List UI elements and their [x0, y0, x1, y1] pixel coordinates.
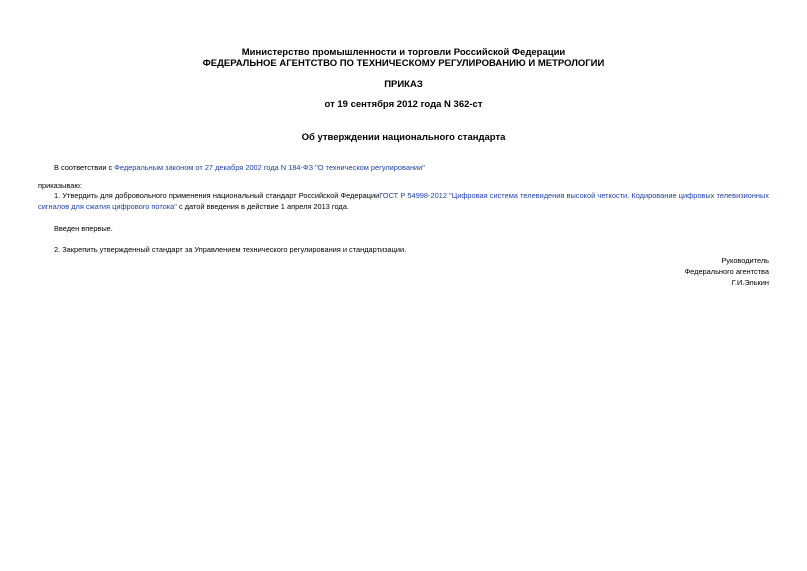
- introduced-note: Введен впервые.: [54, 224, 113, 233]
- signature-name: Г.И.Элькин: [731, 278, 769, 287]
- doc-subject: Об утверждении национального стандарта: [301, 132, 506, 143]
- item-1-prefix: 1. Утвердить для добровольного применения национальный стандарт Российской Федерации: [54, 191, 380, 200]
- signature-agency: Федерального агентства: [684, 267, 769, 276]
- agency-title: ФЕДЕРАЛЬНОЕ АГЕНТСТВО ПО ТЕХНИЧЕСКОМУ РЕГУЛИРОВАНИЮ И МЕТРОЛОГИИ: [202, 58, 605, 69]
- order-word: приказываю:: [38, 181, 82, 190]
- item-1-suffix: с датой введения в действие 1 апреля 2013 года.: [176, 201, 349, 211]
- gost-standard-link[interactable]: ГОСТ Р 54998-2012 "Цифровая система телевидения высокой четкости. Кодирование цифровых телевизионных сигналов для сжатия цифрового потока": [38, 191, 769, 211]
- federal-law-link[interactable]: Федеральным законом от 27 декабря 2002 года N 184-ФЗ "О техническом регулировании": [114, 163, 425, 172]
- preamble: [54, 163, 425, 173]
- signature-position: Руководитель: [721, 256, 769, 265]
- doc-type-title: ПРИКАЗ: [384, 79, 423, 90]
- item-1-paragraph: [38, 191, 769, 212]
- preamble-prefix: В соответствии с: [54, 163, 115, 172]
- item-2-paragraph: 2. Закрепить утвержденный стандарт за Управлением технического регулирования и стандартизации.: [54, 245, 407, 254]
- ministry-title: Министерство промышленности и торговли Российской Федерации: [241, 47, 566, 58]
- doc-date: от 19 сентября 2012 года N 362-ст: [324, 99, 483, 110]
